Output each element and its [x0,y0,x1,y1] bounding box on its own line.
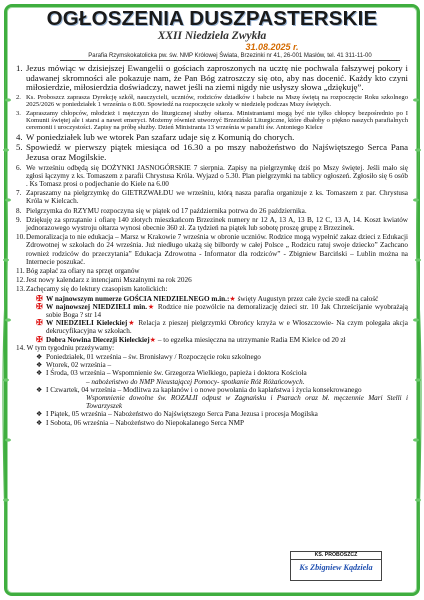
week-day-content [46,369,408,385]
stamp-role: KS. PROBOSZCZ [291,552,381,560]
press-item [36,295,408,303]
press-text [46,319,408,335]
diamond-bullet-icon: ❖ [36,385,43,394]
week-intro-text: 14. W tym tygodniu przeżywamy: [16,343,115,352]
announcement-text: We wrześniu odbędą się DOŻYNKI JASNOGÓRSKIE 7 sierpnia. Zapisy na pielgrzymkę dziś po Mszy świętej. Jeśli mało się zgłosi łączymy z ks. Tomaszem z parafii Chrystusa Króla. Wyjazd o 5.30. Plan pielgrzymki na tablicy ogłoszeń. Zgłosiło się 6 osób . Ks Tomasz prosi o podjechanie do Kiele na 6.00 [26,163,408,188]
announcement-item [16,143,408,162]
cross-icon: ✠ [36,318,43,328]
announcement-text: Bóg zapłać za ofiary na sprzęt organów [26,267,140,276]
press-item [36,319,408,335]
announcement-text: Jezus mówiąc w dzisiejszej Ewangelii o gościach zaproszonych na ucztę nie pochwala fałszywej pokory i udawanej skromności ale pokazuje nam, że Pan Bóg zatroszczy się oto, aby nas docenić. Każdy kto czyni miłosierdzie, miłosierdzia doświadczy, nawet jeśli na ziemi nigdy nie usłyszy słowa „dziękuję”. [26,63,408,93]
announcement-text: Zapraszamy chłopców, młodzież i mężczyzn do liturgicznej służby ołtarza. Ministrantami mogą być nie tylko chłopcy bezpośrednio po I Komunii świętej ale i starsi a nawet emeryci. Możemy również utworzyć Brzeziński Liturgiczne, które dbałoby o piękno naszych parafialnych ceremonii i uroczystości. Zapisy na próbę służby. Dzień Ministranta 13 września w parafii św. Antoniego Kielce [26,109,408,132]
press-list [16,295,408,344]
announcement-item [16,189,408,205]
announcements [16,64,408,427]
announcement-number: 4. [16,131,23,142]
announcement-number: 6. [16,163,22,172]
announcement-number: 13. [16,285,25,294]
press-title: W najnowszym numerze GOŚCIA NIEDZIELNEGO m.in.: [46,294,230,303]
announcement-number: 8. [16,206,22,215]
week-schedule [16,344,408,427]
announcement-text: Dziękuję za sprzątanie i ofiarę 140 złotych mieszkańcom Brzezinek numery nr 12 A, 13 A, 13 B, 12 C, 13 A, 14. Koszt kwiatów jednorazowego wystroju ołtarza wynosi obecnie 360 zł. Za tydzień na piątek lub sobotę proszę grupę z Brzezinek. [26,215,408,233]
week-day-text: I Piątek, 05 września – Nabożeństwo do Najświętszego Serca Pana Jezusa i procesja Mogilska [46,410,318,419]
press-description: święty Augustyn przez całe życie szedł na całość [235,294,379,303]
week-day [36,419,408,427]
press-text [46,295,408,303]
week-day-text: I Środa, 03 września – Wspomnienie św. Grzegorza Wielkiego, papieża i doktora Kościoła [46,369,307,378]
announcement-item [16,285,408,293]
page-title: OGŁOSZENIA DUSZPASTERSKIE [46,7,378,30]
week-day [36,386,408,411]
week-day [36,353,408,361]
announcement-number: 1. [16,63,23,73]
week-day [36,369,408,385]
press-text [46,303,408,319]
announcement-text: Spowiedź w pierwszy piątek miesiąca od 16.30 a po mszy nabożeństwo do Najświętszego Serca Pana Jezusa oraz Mogilskie. [26,142,408,162]
announcement-number: 2. [16,93,21,101]
announcement-text: Jest nowy kalendarz z intencjami Mszalnymi na rok 2026 [26,276,192,285]
diamond-bullet-icon: ❖ [36,418,43,427]
announcement-text: Ks. Proboszcz zaprasza Dyrekcję szkół, nauczycieli, uczniów, rodziców dziadków i babcie na Mszę świętą na rozpoczęcie Roku szkolnego 2025/2026 w poniedziałek 1 września o 8.00. Spowiedź na rozpoczęcie szkoły w niedzielę podczas Mszy świętych. [26,93,408,109]
announcement-text: Demoralizacja to nie edukacja – Marsz w Krakowie 7 września w obronie uczniów. Rodzice mogą wypełnić zakaz dzieci z Edukacji Zdrowotnej w szkołach do 24 września. Już niedługo ukażą się bilbordy w całej Polsce „ Rodzicu ratuj swoje dziecko” Zachcano rownież rodziców do przeczytania” Edukacja Zdrowotna - Informator dla rodziców” - Zbigniew Barciński – Lublin można na Internecie poszukać. [26,233,408,266]
star-icon: ★ [229,294,236,303]
announcement-item [16,216,408,232]
week-day [36,410,408,418]
week-intro [16,344,408,352]
press-text [46,336,408,344]
week-day-text: I Sobota, 06 września – Nabożeństwo do Niepokalanego Serca NMP [46,418,245,427]
week-day-content [46,386,408,411]
press-description: Relacja z pieszej pielgrzymki Obrońcy krzyża w e Włoszczowie- Na czym polegała akcja dekrucyfikacyjna w szkołach. [46,319,408,336]
announcement-item [16,133,408,143]
diamond-bullet-icon: ❖ [36,369,43,378]
announcement-text: Zapraszamy na pielgrzymkę do GIETRZWAŁDU we wrześniu, którą nasza parafia organizuje z ks. Tomaszem z par. Chrystusa Króla w Kielcach. [26,189,408,206]
announcement-text: Pielgrzymka do RZYMU rozpoczyna się w piątek od 17 października potrwa do 26 października. [26,206,307,215]
announcement-item [16,207,408,215]
week-day-text: Wtorek, 02 września – [46,361,112,370]
date: 31.08.2025 r. [245,42,299,52]
announcement-number: 11. [16,267,25,276]
announcement-item [16,64,408,93]
press-description: Rodzice nie pozwólcie na demoralizację dzieci str. 10 Jak Chrześcijanie wyobrażają sobie Boga ? str 14 [46,302,408,320]
announcement-item [16,164,408,189]
announcement-number: 3. [16,109,21,117]
announcement-number: 7. [16,189,22,198]
announcement-item [16,233,408,266]
announcement-item [16,276,408,284]
cross-icon: ✠ [36,293,43,303]
announcement-number: 5. [16,142,23,153]
press-item [36,303,408,319]
header [0,8,424,52]
week-days [16,353,408,427]
week-day-subtext: – nabożeństwo do NMP Nieustającej Pomocy- spotkanie Róż Różańcowych. [86,377,305,386]
press-title: W NIEDZIELI Kieleckiej [46,319,128,328]
cross-icon: ✠ [36,301,43,311]
star-icon: ★ [149,335,157,344]
week-day-content [46,410,408,418]
announcement-item [16,267,408,275]
cross-icon: ✠ [36,334,43,344]
star-icon: ★ [127,319,136,328]
announcement-list [16,64,408,294]
announcement-number: 9. [16,215,22,224]
week-day-text: Poniedziałek, 01 września – św. Bronisławy / Rozpoczęcie roku szkolnego [46,353,261,362]
announcement-number: 10. [16,233,25,242]
announcement-text: W poniedziałek lub we wtorek Pan szafarz udaje się z Komunią do chorych. [26,131,295,142]
liturgical-sunday: XXII Niedziela Zwykła [157,30,267,42]
week-day-content [46,353,408,361]
press-title: W najnowszej NIEDZIELI min. [46,302,148,311]
parish-address: Parafia Rzymskokatolicka pw. św. NMP Królowej Świata, Brzezinki nr 41, 26-001 Masłów, tel. 41 311-11-00 [60,53,400,61]
pastor-stamp [290,551,382,581]
press-item [36,336,408,344]
announcement-item [16,94,408,109]
stamp-signature: Ks Zbigniew Kądziela [299,563,373,572]
week-day-text: I Czwartek, 04 września – Modlitwa za kapłanów i o nowe powołania do kapłaństwa i życia konsekrowanego [46,385,362,394]
press-title: Dobra Nowina Diecezji Kieleckiej [46,335,150,344]
diamond-bullet-icon: ❖ [36,353,43,362]
star-icon: ★ [147,302,156,311]
announcement-text: Zachęcamy się do lektury czasopism katolickich: [26,285,168,294]
announcement-item [16,110,408,132]
announcement-number: 12. [16,276,25,285]
diamond-bullet-icon: ❖ [36,410,43,419]
press-description: – to egzelka miesięczna na utrzymanie Radia EM Kielce od 20 zł [156,335,346,344]
week-day-content [46,419,408,427]
diamond-bullet-icon: ❖ [36,361,43,370]
week-day-subtext: Wspomnienie dowolne św. ROZALII odpust w Zagnańsku i Psarach oraz bł. męczennie Mari Stelli i Towarzyszek [86,394,408,411]
